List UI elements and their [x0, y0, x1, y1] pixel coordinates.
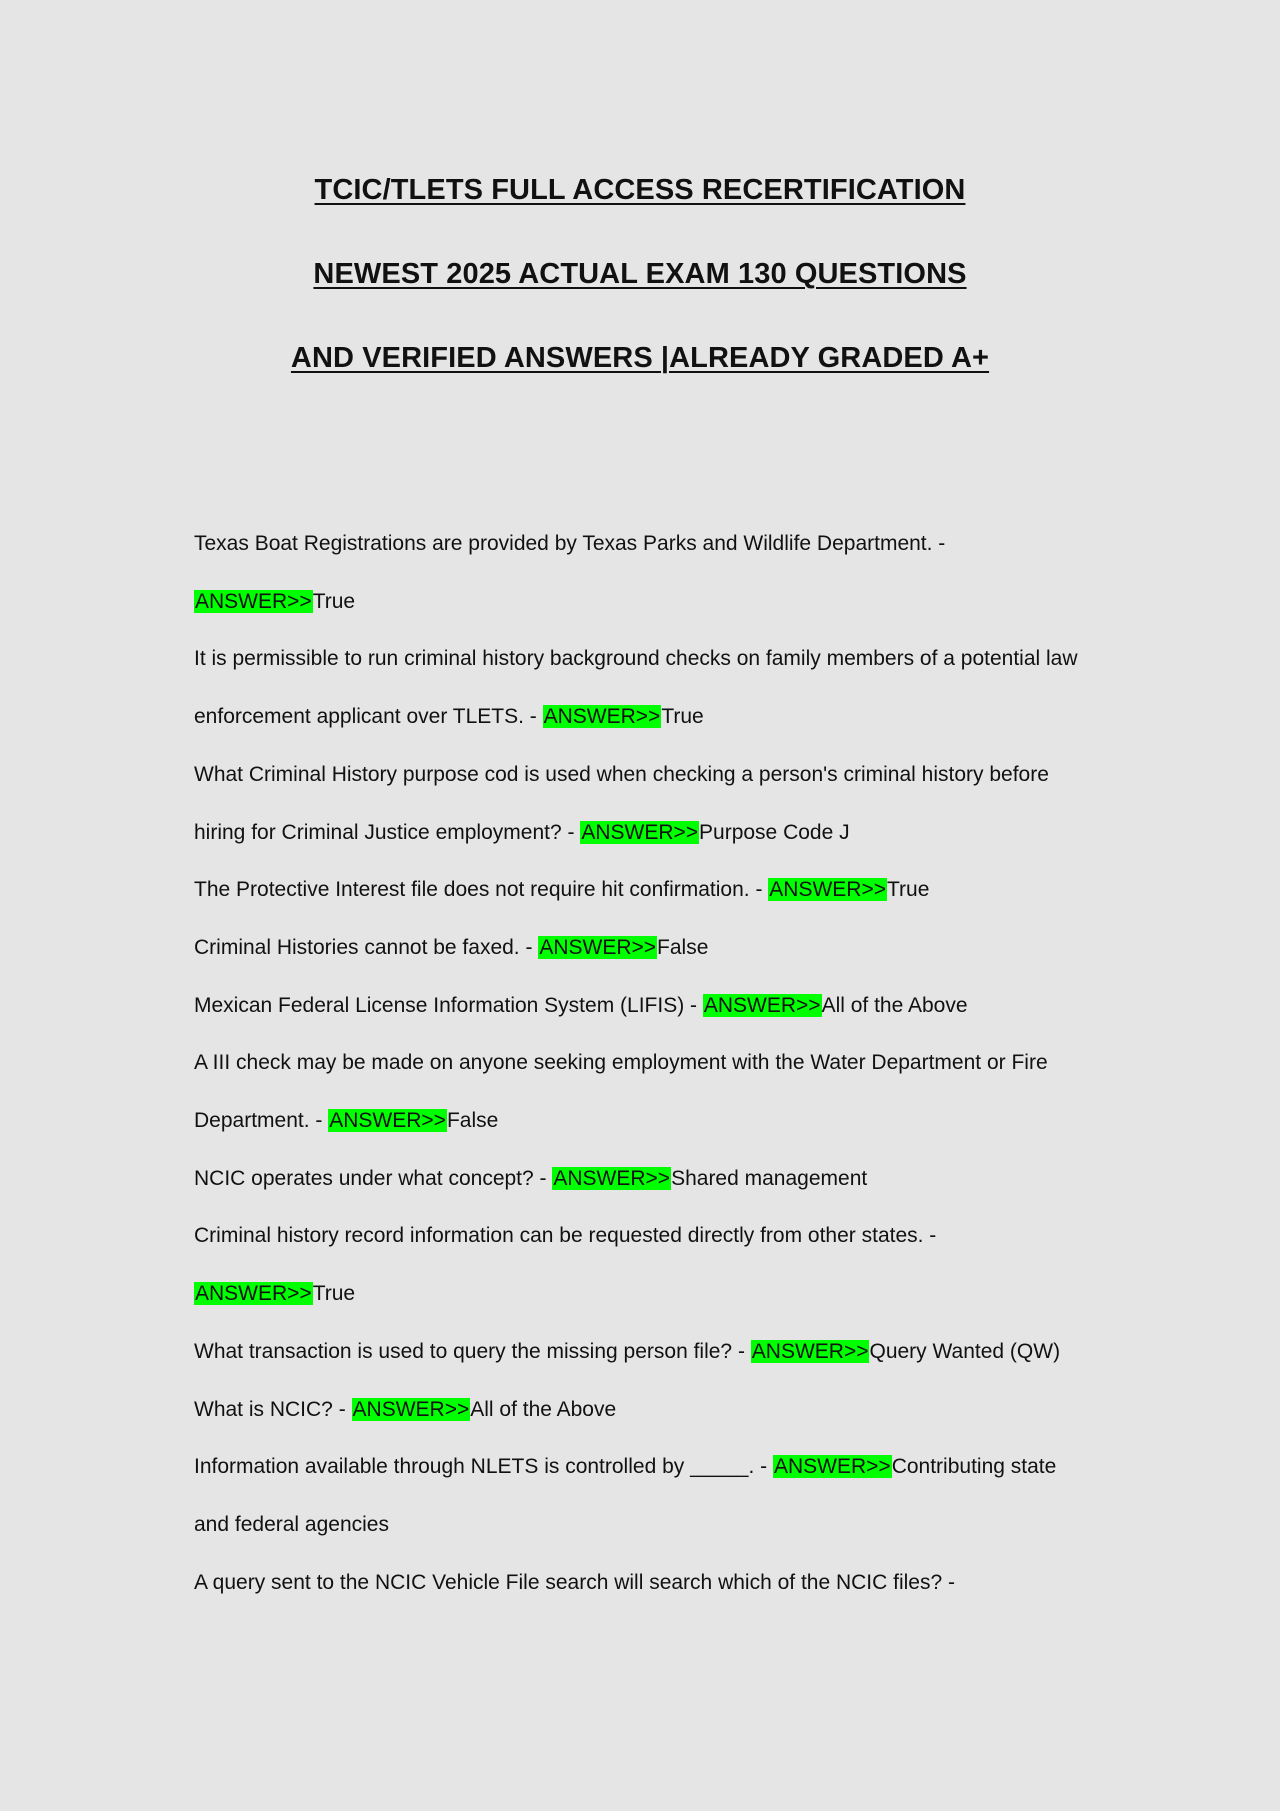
answer-text: True	[661, 705, 704, 729]
qa-item-8	[194, 1150, 1084, 1208]
answer-marker: ANSWER>>	[195, 1282, 312, 1306]
answer-text: Shared management	[671, 1166, 868, 1190]
answer-marker: ANSWER>>	[539, 935, 657, 959]
qa-item-1	[194, 515, 1084, 630]
answer-text: All of the Above	[470, 1397, 617, 1421]
answer-text: True	[312, 589, 356, 613]
qa-item-9	[194, 1207, 1084, 1322]
answer-text: Query Wanted (QW)	[869, 1339, 1061, 1363]
title-line-2: NEWEST 2025 ACTUAL EXAM 130 QUESTIONS	[313, 258, 967, 290]
answer-marker: ANSWER>>	[774, 1455, 891, 1479]
answer-text: Contributing state and federal agencies	[194, 1455, 1057, 1536]
question-text: What transaction is used to query the missing person file? -	[194, 1339, 745, 1363]
question-text: Mexican Federal License Information System (LIFIS) -	[194, 993, 698, 1017]
qa-item-11	[194, 1381, 1084, 1439]
question-text: The Protective Interest file does not require hit confirmation. -	[194, 878, 763, 902]
question-text: A query sent to the NCIC Vehicle File search will search which of the NCIC files? -	[194, 1570, 955, 1594]
answer-marker: ANSWER>>	[769, 878, 886, 902]
title-line-1: TCIC/TLETS FULL ACCESS RECERTIFICATION	[314, 174, 966, 206]
answer-text: All of the Above	[821, 993, 968, 1017]
qa-item-7	[194, 1034, 1084, 1149]
answer-marker: ANSWER>>	[703, 993, 821, 1017]
question-text: Criminal history record information can be requested directly from other states. -	[194, 1224, 937, 1248]
qa-item-4	[194, 861, 1084, 919]
qa-list	[194, 515, 1084, 1611]
answer-text: False	[446, 1109, 499, 1133]
answer-marker: ANSWER>>	[329, 1109, 446, 1133]
qa-item-3	[194, 746, 1084, 861]
question-text: NCIC operates under what concept? -	[194, 1166, 547, 1190]
question-text: It is permissible to run criminal history background checks on family members of a potential law enforcement applicant over TLETS. -	[194, 647, 1078, 729]
qa-item-5	[194, 919, 1084, 977]
question-text: Criminal Histories cannot be faxed. -	[194, 935, 533, 959]
answer-marker: ANSWER>>	[195, 589, 312, 613]
qa-item-13	[194, 1554, 1084, 1612]
answer-marker: ANSWER>>	[543, 705, 661, 729]
answer-text: True	[886, 878, 930, 902]
qa-item-10	[194, 1323, 1084, 1381]
question-text: Texas Boat Registrations are provided by Texas Parks and Wildlife Department. -	[194, 532, 946, 555]
answer-marker: ANSWER>>	[581, 820, 699, 844]
answer-text: True	[312, 1282, 356, 1306]
qa-item-6	[194, 977, 1084, 1035]
question-text: What is NCIC? -	[194, 1397, 346, 1421]
qa-item-2	[194, 630, 1084, 745]
answer-marker: ANSWER>>	[553, 1166, 671, 1190]
question-text: Information available through NLETS is controlled by _____. -	[194, 1455, 768, 1479]
document-title	[0, 148, 1280, 400]
title-line-3: AND VERIFIED ANSWERS |ALREADY GRADED A+	[290, 342, 990, 374]
answer-text: False	[657, 935, 709, 959]
question-text: What Criminal History purpose cod is used when checking a person's criminal history before hiring for Criminal Justice employment? -	[194, 762, 1049, 844]
qa-item-12	[194, 1438, 1084, 1553]
question-text: A III check may be made on anyone seeking employment with the Water Department or Fire Department. -	[194, 1051, 1048, 1133]
answer-marker: ANSWER>>	[751, 1339, 869, 1363]
answer-marker: ANSWER>>	[352, 1397, 470, 1421]
answer-text: Purpose Code J	[699, 820, 850, 844]
